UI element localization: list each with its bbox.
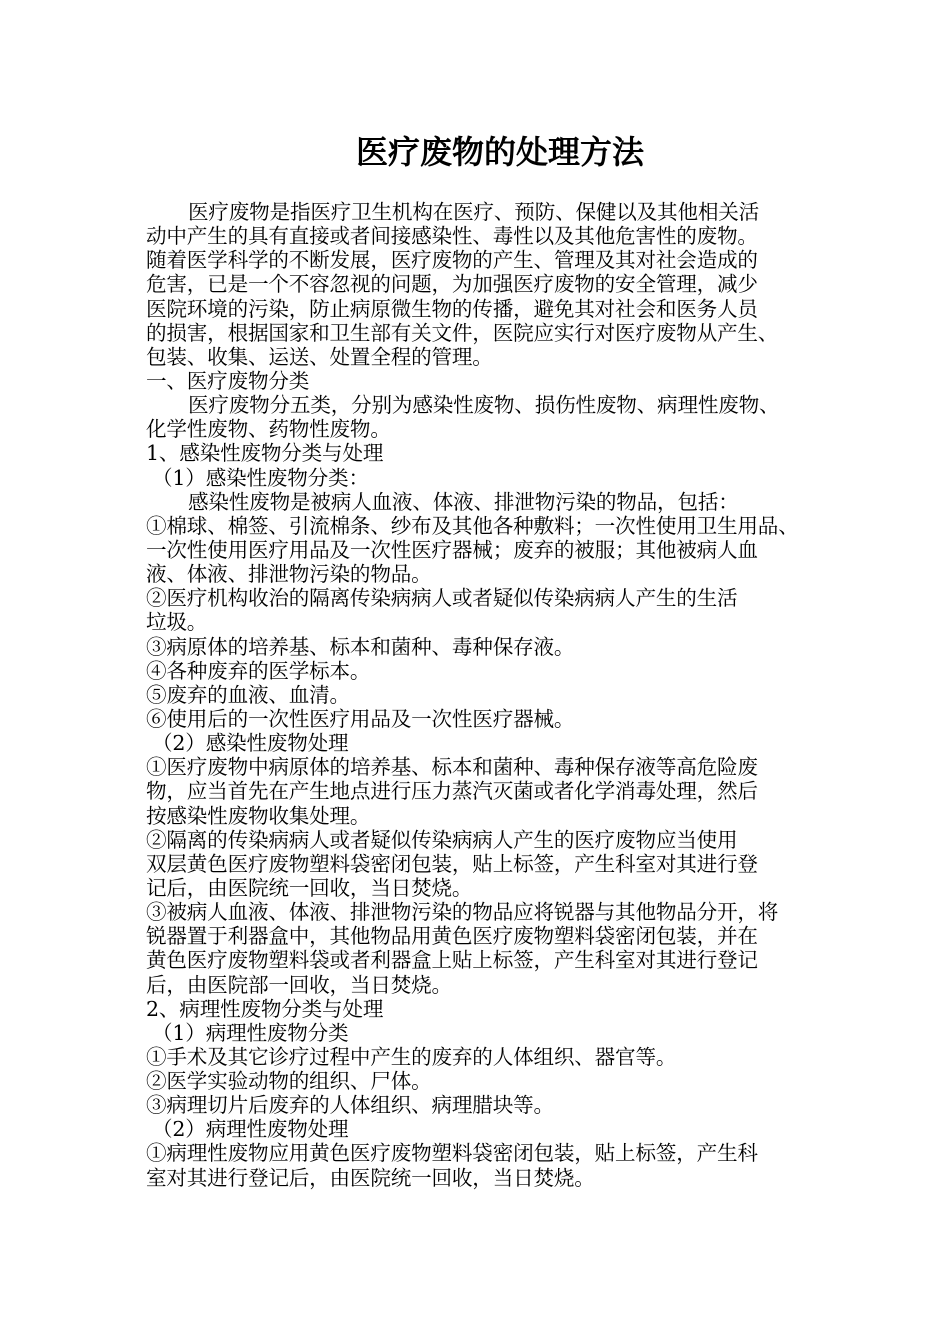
list-item: ①医疗废物中病原体的培养基、标本和菌种、毒种保存液等高危险废 xyxy=(146,755,758,780)
list-item: ②隔离的传染病病人或者疑似传染病病人产生的医疗废物应当使用 xyxy=(146,827,738,852)
subsection-heading: 2、病理性废物分类与处理 xyxy=(146,996,384,1021)
list-item: ②医疗机构收治的隔离传染病病人或者疑似传染病病人产生的生活 xyxy=(146,586,738,611)
paragraph-line: 包装、收集、运送、处置全程的管理。 xyxy=(146,344,493,369)
paragraph-line: 化学性废物、药物性废物。 xyxy=(146,417,391,442)
list-item: ⑤废弃的血液、血清。 xyxy=(146,682,350,707)
sub-heading: （1）感染性废物分类： xyxy=(152,465,369,490)
paragraph-line: 的损害，根据国家和卫生部有关文件，医院应实行对医疗废物从产生、 xyxy=(146,320,779,345)
list-item: ⑥使用后的一次性医疗用品及一次性医疗器械。 xyxy=(146,706,575,731)
document-body xyxy=(146,200,846,1190)
list-item: 一次性使用医疗用品及一次性医疗器械；废弃的被服；其他被病人血 xyxy=(146,537,758,562)
paragraph-line: 医疗废物是指医疗卫生机构在医疗、预防、保健以及其他相关活 xyxy=(188,200,760,224)
list-item: ①手术及其它诊疗过程中产生的废弃的人体组织、器官等。 xyxy=(146,1044,677,1069)
sub-heading: （2）病理性废物处理 xyxy=(152,1117,349,1142)
sub-heading: （2）感染性废物处理 xyxy=(152,731,349,756)
paragraph-line: 医院环境的污染，防止病原微生物的传播，避免其对社会和医务人员 xyxy=(146,296,758,321)
list-item: ④各种废弃的医学标本。 xyxy=(146,658,371,683)
sub-heading: （1）病理性废物分类 xyxy=(152,1020,349,1045)
list-item: ③病理切片后废弃的人体组织、病理腊块等。 xyxy=(146,1093,554,1118)
section-heading: 一、医疗废物分类 xyxy=(146,368,310,393)
subsection-heading: 1、感染性废物分类与处理 xyxy=(146,441,384,466)
paragraph-line: 随着医学科学的不断发展，医疗废物的产生、管理及其对社会造成的 xyxy=(146,248,758,273)
list-item: 后，由医院部一回收，当日焚烧。 xyxy=(146,972,452,997)
list-item: ③被病人血液、体液、排泄物污染的物品应将锐器与其他物品分开，将 xyxy=(146,900,779,925)
list-item: ②医学实验动物的组织、尸体。 xyxy=(146,1069,432,1094)
list-item: 锐器置于利器盒中，其他物品用黄色医疗废物塑料袋密闭包装，并在 xyxy=(146,924,758,949)
list-item: 物，应当首先在产生地点进行压力蒸汽灭菌或者化学消毒处理，然后 xyxy=(146,779,758,804)
list-item: 记后，由医院统一回收，当日焚烧。 xyxy=(146,875,473,900)
list-item: 双层黄色医疗废物塑料袋密闭包装，贴上标签，产生科室对其进行登 xyxy=(146,851,758,876)
paragraph-line: 危害，已是一个不容忽视的问题，为加强医疗废物的安全管理，减少 xyxy=(146,272,758,297)
document-title: 医疗废物的处理方法 xyxy=(355,133,644,171)
list-item: 黄色医疗废物塑料袋或者利器盒上贴上标签，产生科室对其进行登记 xyxy=(146,948,758,973)
list-item: ③病原体的培养基、标本和菌种、毒种保存液。 xyxy=(146,634,575,659)
list-item: ①棉球、棉签、引流棉条、纱布及其他各种敷料；一次性使用卫生用品、 xyxy=(146,513,799,538)
list-item: ①病理性废物应用黄色医疗废物塑料袋密闭包装，贴上标签，产生科 xyxy=(146,1141,758,1166)
paragraph-line: 医疗废物分五类，分别为感染性废物、损伤性废物、病理性废物、 xyxy=(188,393,780,418)
paragraph-line: 感染性废物是被病人血液、体液、排泄物污染的物品，包括： xyxy=(188,489,739,514)
list-item: 按感染性废物收集处理。 xyxy=(146,803,371,828)
list-item: 液、体液、排泄物污染的物品。 xyxy=(146,562,432,587)
list-item: 垃圾。 xyxy=(146,610,208,635)
paragraph-line: 动中产生的具有直接或者间接感染性、毒性以及其他危害性的废物。 xyxy=(146,224,758,249)
list-item: 室对其进行登记后，由医院统一回收，当日焚烧。 xyxy=(146,1165,595,1190)
